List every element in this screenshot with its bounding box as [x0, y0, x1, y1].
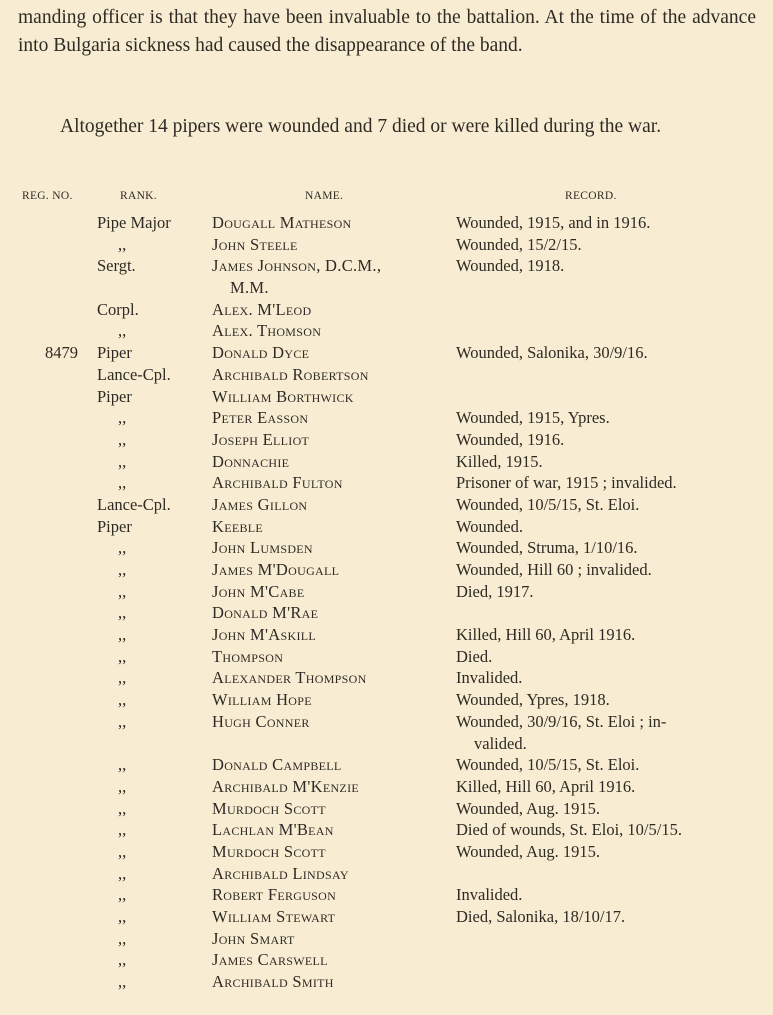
name-cell: John Steele: [212, 234, 298, 254]
rank-cell: ,,: [118, 755, 127, 775]
name-cell: Alexander Thompson: [212, 668, 367, 688]
rank-cell: ,,: [118, 798, 127, 818]
rank-cell: ,,: [118, 841, 127, 861]
header-reg-no: REG. NO.: [22, 190, 73, 202]
table-row: [0, 559, 773, 581]
name-cell: Hugh Conner: [212, 711, 310, 731]
name-cell: William Hope: [212, 690, 312, 710]
rank-cell: ,,: [118, 863, 127, 883]
name-cell: Donald M'Rae: [212, 603, 319, 623]
name-cell: Donald Campbell: [212, 755, 342, 775]
table-row: [0, 516, 773, 538]
name-cell: John Smart: [212, 928, 295, 948]
table-row: [0, 407, 773, 429]
table-row: [0, 255, 773, 277]
name-cell: Lachlan M'Bean: [212, 820, 334, 840]
name-cell: Donald Dyce: [212, 343, 310, 363]
table-row: [0, 776, 773, 798]
reg-no-cell: 8479: [45, 343, 78, 363]
table-row-continuation: [0, 733, 773, 755]
record-cell: Wounded, 1915, Ypres.: [456, 408, 610, 428]
rank-cell: ,,: [118, 711, 127, 731]
name-cell: Archibald Fulton: [212, 473, 343, 493]
rank-cell: ,,: [118, 429, 127, 449]
name-cell: Murdoch Scott: [212, 798, 326, 818]
name-cell: James Gillon: [212, 494, 308, 514]
rank-cell: ,,: [118, 560, 127, 579]
table-row: [0, 472, 773, 494]
table-row: [0, 841, 773, 863]
record-cell: Invalided.: [456, 885, 523, 905]
table-row: [0, 234, 773, 256]
rank-cell: ,,: [118, 885, 127, 905]
paragraph-continuation: manding officer is that they have been invaluable to the battalion. At the time of the advance into Bulgaria sickness had caused the disappearance of the band.: [18, 7, 756, 56]
name-cell: Murdoch Scott: [212, 841, 326, 861]
name-cell: Peter Easson: [212, 408, 309, 428]
header-rank: RANK.: [120, 190, 157, 202]
table-row: [0, 884, 773, 906]
name-cell: John M'Askill: [212, 625, 316, 645]
rank-cell: ,,: [118, 538, 127, 558]
table-row: [0, 971, 773, 993]
name-cell: William Borthwick: [212, 386, 354, 406]
record-cell: Wounded, Hill 60 ; invalided.: [456, 560, 652, 579]
table-row: [0, 667, 773, 689]
table-row: [0, 711, 773, 733]
header-record: RECORD.: [565, 190, 617, 202]
record-cell: Prisoner of war, 1915 ; invalided.: [456, 473, 677, 493]
record-cell: Died.: [456, 646, 493, 666]
rank-cell: Corpl.: [97, 299, 139, 319]
table-row: [0, 819, 773, 841]
name-cell: Robert Ferguson: [212, 885, 337, 905]
record-cell: Wounded, 10/5/15, St. Eloi.: [456, 755, 640, 775]
table-row: [0, 342, 773, 364]
record-cell: Wounded, 30/9/16, St. Eloi ; in-: [456, 711, 667, 731]
name-cell: Alex. Thomson: [212, 321, 322, 341]
table-row: [0, 602, 773, 624]
rank-cell: ,,: [118, 668, 127, 688]
table-row: [0, 451, 773, 473]
record-cell: Wounded, Aug. 1915.: [456, 841, 600, 861]
rank-cell: Pipe Major: [97, 213, 171, 232]
table-row: [0, 798, 773, 820]
name-cell: John Lumsden: [212, 538, 313, 558]
name-cell: Alex. M'Leod: [212, 299, 312, 319]
name-cell: Archibald M'Kenzie: [212, 776, 359, 796]
record-cell: Wounded, Ypres, 1918.: [456, 690, 610, 710]
record-cell: Killed, Hill 60, April 1916.: [456, 625, 636, 645]
record-cell: Wounded.: [456, 516, 523, 536]
header-name: NAME.: [305, 190, 344, 202]
record-cell: Died, 1917.: [456, 581, 534, 601]
rank-cell: ,,: [118, 625, 127, 645]
record-cell: Wounded, 1916.: [456, 429, 565, 449]
rank-cell: ,,: [118, 603, 127, 623]
table-row: [0, 386, 773, 408]
name-cell: John M'Cabe: [212, 581, 305, 601]
rank-cell: ,,: [118, 321, 127, 341]
table-row: [0, 906, 773, 928]
rank-cell: Piper: [97, 516, 132, 536]
table-row-continuation: [0, 277, 773, 299]
record-cell: Wounded, 10/5/15, St. Eloi.: [456, 494, 640, 514]
name-cell: Keeble: [212, 516, 264, 536]
rank-cell: ,,: [118, 907, 127, 926]
table-row: [0, 646, 773, 668]
record-cell: Died of wounds, St. Eloi, 10/5/15.: [456, 820, 682, 840]
table-row: [0, 429, 773, 451]
table-row: [0, 754, 773, 776]
table-row: [0, 928, 773, 950]
table-row: [0, 364, 773, 386]
rank-cell: Lance-Cpl.: [97, 494, 171, 514]
rank-cell: ,,: [118, 473, 127, 493]
name-cell: Archibald Smith: [212, 972, 334, 992]
rank-cell: ,,: [118, 451, 127, 471]
table-row: [0, 581, 773, 603]
name-cell: Dougall Matheson: [212, 213, 352, 232]
rank-cell: ,,: [118, 690, 127, 710]
table-row: [0, 689, 773, 711]
record-cell: Wounded, Aug. 1915.: [456, 798, 600, 818]
rank-cell: ,,: [118, 820, 127, 840]
name-cell: William Stewart: [212, 907, 336, 926]
record-cell: Wounded, Salonika, 30/9/16.: [456, 343, 648, 363]
table-row: [0, 863, 773, 885]
table-row: [0, 212, 773, 234]
record-cell: Wounded, 1915, and in 1916.: [456, 213, 651, 232]
rank-cell: ,,: [118, 928, 127, 948]
rank-cell: ,,: [118, 234, 127, 254]
name-cell: Donnachie: [212, 451, 290, 471]
table-row: [0, 624, 773, 646]
rank-cell: Sergt.: [97, 256, 136, 276]
record-cell: Invalided.: [456, 668, 523, 688]
name-cell: James Johnson, D.C.M.,: [212, 256, 382, 276]
rank-cell: Piper: [97, 386, 132, 406]
name-cell: Thompson: [212, 646, 284, 666]
rank-cell: ,,: [118, 646, 127, 666]
name-cell: James Carswell: [212, 950, 328, 970]
name-cell: James M'Dougall: [212, 560, 340, 579]
name-cell: Archibald Lindsay: [212, 863, 349, 883]
paragraph-text: Altogether 14 pipers were wounded and 7 died or were killed during the war.: [60, 116, 662, 137]
pipers-table: [0, 212, 773, 993]
record-cell: Wounded, Struma, 1/10/16.: [456, 538, 638, 558]
record-cell: Died, Salonika, 18/10/17.: [456, 907, 626, 926]
table-row: [0, 537, 773, 559]
table-row: [0, 320, 773, 342]
record-cell: Wounded, 15/2/15.: [456, 234, 582, 254]
table-row: [0, 299, 773, 321]
rank-cell: ,,: [118, 972, 127, 992]
name-cell: Joseph Elliot: [212, 429, 310, 449]
record-cell: Wounded, 1918.: [456, 256, 565, 276]
rank-cell: Piper: [97, 343, 132, 363]
rank-cell: Lance-Cpl.: [97, 364, 171, 384]
rank-cell: ,,: [118, 950, 127, 970]
record-cell-continuation: valided.: [474, 733, 527, 753]
record-cell: Killed, 1915.: [456, 451, 543, 471]
rank-cell: ,,: [118, 581, 127, 601]
table-row: [0, 949, 773, 971]
rank-cell: ,,: [118, 776, 127, 796]
paragraph-pipers-summary: [18, 113, 756, 141]
record-cell: Killed, Hill 60, April 1916.: [456, 776, 636, 796]
table-row: [0, 494, 773, 516]
name-cell-continuation: M.M.: [230, 278, 269, 298]
rank-cell: ,,: [118, 408, 127, 428]
name-cell: Archibald Robertson: [212, 364, 369, 384]
